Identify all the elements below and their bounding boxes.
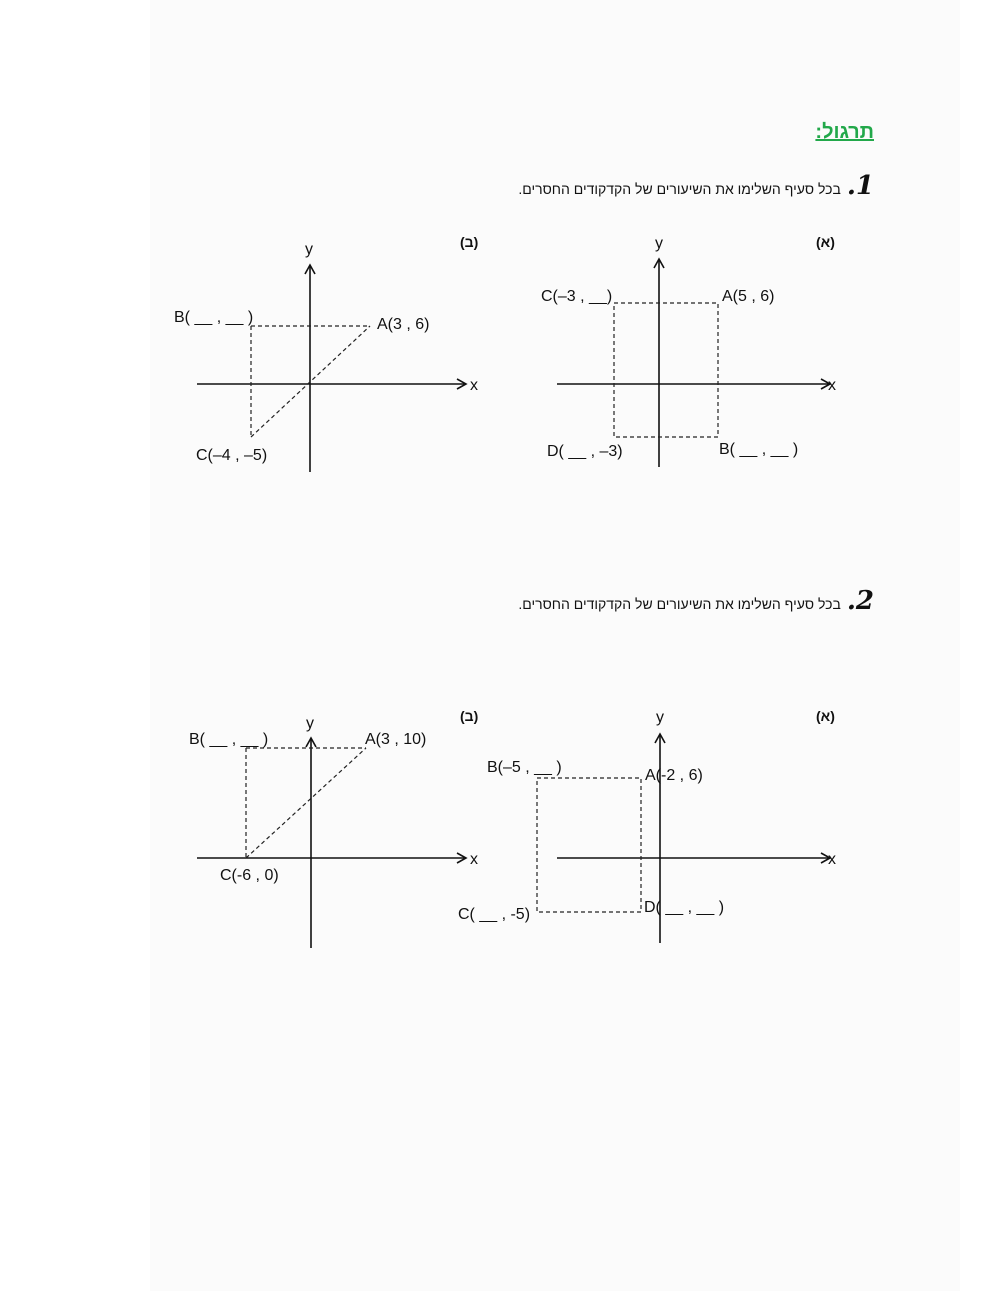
part-label-1a: (א) (816, 234, 835, 250)
y-axis-label: y (306, 715, 314, 732)
point-label-B: B( __ , __ ) (719, 441, 799, 458)
x-axis-label: x (828, 851, 836, 868)
dashed-rectangle (614, 303, 718, 437)
point-label-D: D( __ , __ ) (644, 899, 725, 916)
y-axis-label: y (655, 235, 663, 252)
point-label-B: B( __ , __ ) (174, 309, 254, 326)
x-axis-label: x (470, 377, 478, 394)
y-axis-label: y (656, 709, 664, 726)
dashed-diagonal (246, 748, 366, 858)
point-label-A: A(-2 , 6) (645, 767, 703, 784)
point-label-C: C(–4 , –5) (196, 447, 268, 464)
part-label-2a: (א) (816, 708, 835, 724)
y-axis-label: y (305, 241, 313, 258)
graph-2b (189, 715, 478, 948)
point-label-D: D( __ , –3) (547, 443, 623, 460)
graph-2a (458, 709, 836, 943)
dashed-rectangle (537, 778, 641, 912)
question-text: בכל סעיף השלימו את השיעורים של הקדקודים החסרים. (518, 596, 841, 612)
graph-1b (174, 241, 478, 472)
point-label-A: A(3 , 6) (377, 316, 430, 333)
graph-1a (541, 235, 836, 467)
point-label-C: C(–3 , __) (541, 288, 613, 305)
point-label-B: B( __ , __ ) (189, 731, 269, 748)
question-number: 1. (846, 171, 874, 201)
question-number: 2. (846, 586, 874, 616)
point-label-C: C(-6 , 0) (220, 867, 279, 884)
part-label-2b: (ב) (460, 708, 479, 724)
point-label-B: B(–5 , __ ) (487, 759, 562, 776)
x-axis-label: x (470, 851, 478, 868)
point-label-A: A(3 , 10) (365, 731, 427, 748)
point-label-C: C( __ , -5) (458, 906, 531, 923)
part-label-1b: (ב) (460, 234, 479, 250)
point-label-A: A(5 , 6) (722, 288, 775, 305)
x-axis-label: x (828, 377, 836, 394)
question-text: בכל סעיף השלימו את השיעורים של הקדקודים החסרים. (518, 181, 841, 197)
page-title: תרגול: (815, 121, 874, 143)
